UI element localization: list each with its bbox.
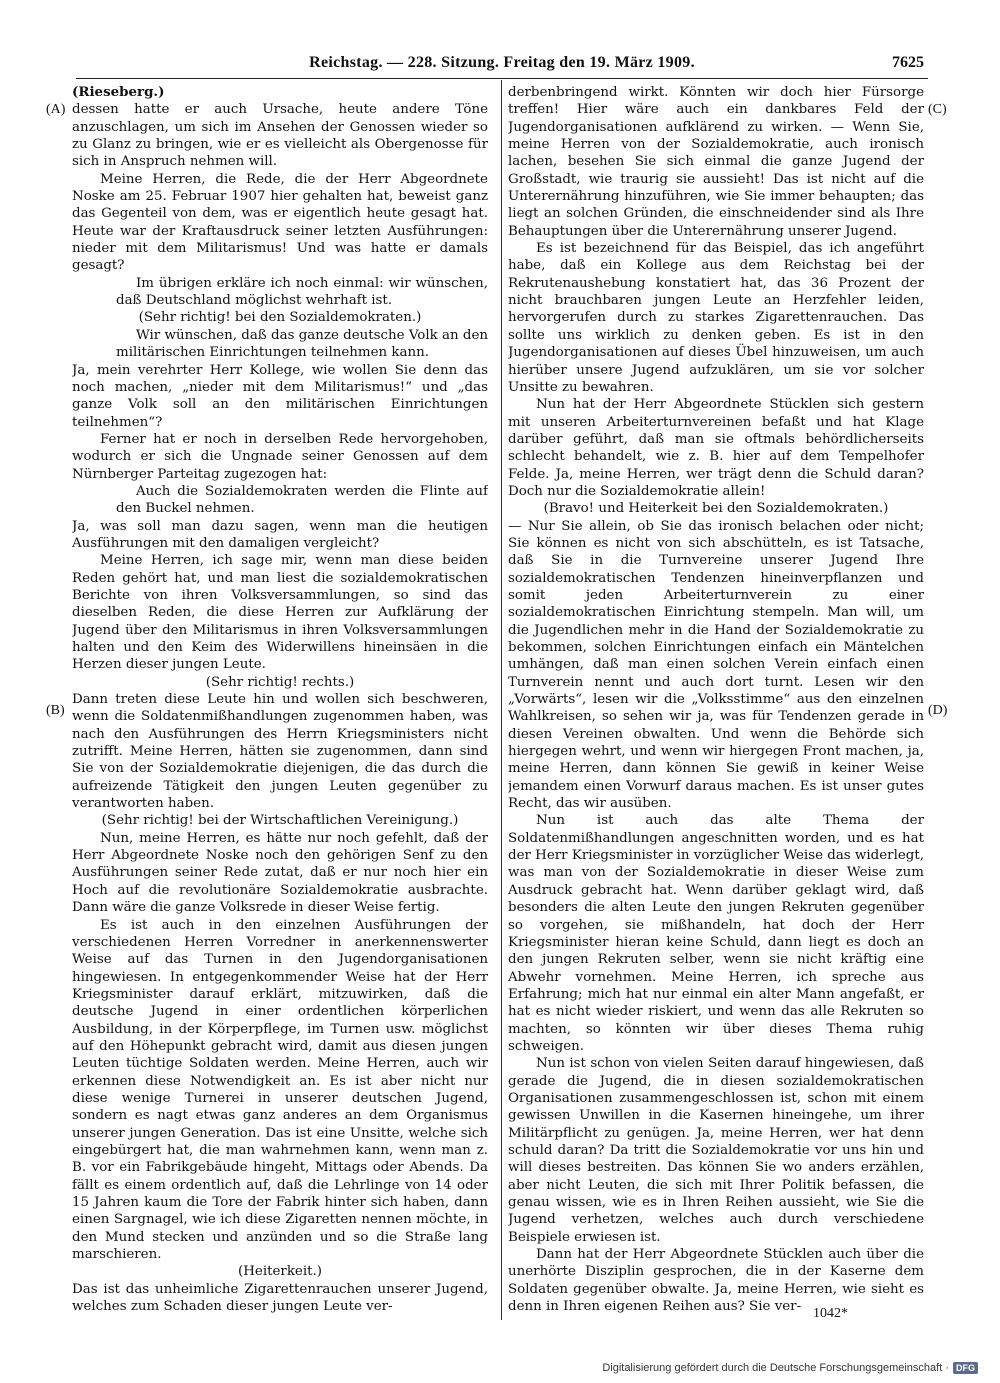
paragraph: Es ist bezeichnend für das Beispiel, das ich angeführt habe, daß ein Kollege aus dem Reichstag bei der Rekrutenaushebung konstatiert hat, das 36 Prozent der nicht brauchbaren jungen Leute an Herzfehler leiden, hervorgerufen durch zu starkes Zigarettenrauchen. Das sollte uns wirklich zu denken geben. Es ist in den Jugendorganisationen auf dieses Übel hinzuweisen, um auch hierüber unsere Jugend aufzuklären, um sie vor solcher Unsitte zu bewahren. (508, 241, 924, 395)
header-rule (76, 78, 928, 79)
header-title: Reichstag. — 228. Sitzung. Freitag den 19. März 1909. (309, 54, 695, 71)
interjection: (Sehr richtig! rechts.) (205, 674, 355, 690)
paragraph: Ja, mein verehrter Herr Kollege, wie wollen Sie denn das noch machen, „nieder mit dem Militarismus!“ und „das ganze Volk soll an den militärischen Einrichtungen teilnehmen“? (72, 362, 488, 430)
paragraph: dessen hatte er auch Ursache, heute andere Töne anzuschlagen, um sich im Ansehen der Genossen wieder so zu Glanz zu bringen, wie er es vielleicht als Obergenosse für sich in Anspruch nehmen will. (72, 102, 488, 170)
signature-mark: 1042* (813, 1306, 848, 1321)
page-header (76, 52, 928, 76)
interjection: (Heiterkeit.) (238, 1264, 322, 1280)
paragraph: Nun ist schon von vielen Seiten darauf hingewiesen, daß gerade die Jugend, die in diesen sozialdemokratischen Organisationen zusammengeschlossen ist, schon mit einem gewissen Unwillen in die Kasernen hineingehe, um ihrer Militärpflicht zu genügen. Ja, meine Herren, wer hat denn schuld daran? Da tritt die Sozialdemokratie vor uns hin und will dieses bestreiten. Das können Sie wo anders erzählen, aber nicht Leuten, die sich mit Ihrer Politik befassen, die genau wissen, wie es in Ihren Reihen aussieht, wie Sie die Jugend verhetzen, welches auch durch verschiedene Beispiele erwiesen ist. (508, 1056, 924, 1245)
dfg-logo: DFG (953, 1362, 978, 1374)
margin-marker-d: (D) (928, 703, 948, 718)
paragraph: Dann treten diese Leute hin und wollen sich beschweren, wenn die Soldatenmißhandlungen zugenommen haben, was nach den Ausführungen des Herrn Kriegsministers nicht zutrifft. Meine Herren, hätten sie zugenommen, dann sind Sie von der Sozialdemokratie diejenigen, die das durch die aufreizende Tätigkeit den jungen Leuten gegenüber zu verantworten haben. (72, 692, 488, 812)
paragraph: Meine Herren, die Rede, die der Herr Abgeordnete Noske am 25. Februar 1907 hier gehalten hat, beweist ganz das Gegenteil von dem, was er eigentlich heute gesagt hat. Heute war der Kraftausdruck seiner letzten Ausführungen: nieder mit dem Militarismus! Und was hatte er damals gesagt? (72, 171, 488, 274)
margin-marker-c: (C) (928, 102, 947, 117)
paragraph: Ferner hat er noch in derselben Rede hervorgehoben, wodurch er sich die Ungnade seiner Genossen auf dem Nürnberger Parteitag zugezogen hat: (72, 431, 488, 482)
footer-credit (602, 1362, 978, 1374)
paragraph: Nun hat der Herr Abgeordnete Stücklen sich gestern mit unseren Arbeiterturnvereinen befaßt und hat Klage darüber geführt, daß man sie oftmals behördlicherseits schlecht behandelt, wie z. B. hier auf dem Tempelhofer Felde. Ja, meine Herren, wer trägt denn die Schuld daran? Doch nur die Sozialdemokratie allein! (508, 397, 924, 499)
interjection: (Sehr richtig! bei der Wirtschaftlichen Vereinigung.) (101, 813, 459, 829)
paragraph: Das ist das unheimliche Zigarettenrauchen unserer Jugend, welches zum Schaden dieser jungen Leute ver- (72, 1281, 488, 1315)
margin-marker-a: (A) (46, 102, 66, 117)
paragraph: Nun, meine Herren, es hätte nur noch gefehlt, daß der Herr Abgeordnete Noske noch den gehörigen Senf zu den Ausführungen seiner Rede zutat, daß er nur noch hier ein Hoch auf die revolutionäre Sozialdemokratie ausbrachte. Dann wäre die ganze Volksrede in dieser Weise fertig. (72, 830, 488, 916)
left-column (72, 84, 488, 1324)
paragraph: Nun ist auch das alte Thema der Soldatenmißhandlungen angeschnitten worden, und es hat der Herr Kriegsminister in vorzüglicher Weise das widerlegt, was man von der Sozialdemokratie in dieser Weise zum Ausdruck gebracht hat. Wenn darüber geklagt wird, daß besonders die alten Leute den jungen Rekruten gegenüber so vorgehen, sie mißhandeln, hat doch der Herr Kriegsminister hieran keine Schuld, dann liegt es doch an den jungen Rekruten selber, wenn sie nicht kräftig eine Abwehr vornehmen. Meine Herren, ich spreche aus Erfahrung; mich hat nur einmal ein alter Mann angefaßt, er hat es nicht wieder riskiert, und wenn das alle Rekruten so machten, so könnten wir über dieses Thema ruhig schweigen. (508, 813, 924, 1054)
margin-marker-b: (B) (46, 703, 65, 718)
right-column (508, 84, 924, 1324)
quotation: Wir wünschen, daß das ganze deutsche Volk an den militärischen Einrichtungen teilnehmen kann. (116, 327, 488, 361)
paragraph: Ja, was soll man dazu sagen, wenn man die heutigen Ausführungen mit den damaligen vergleicht? (72, 518, 488, 551)
paragraph: Dann hat der Herr Abgeordnete Stücklen auch über die unerhörte Disziplin gesprochen, die in der Kaserne dem Soldaten gegenüber obwalte. Ja, meine Herren, wie sieht es denn in Ihren eigenen Reihen aus? Sie ver- (508, 1247, 924, 1315)
interjection: (Bravo! und Heiterkeit bei den Sozialdemokraten.) (543, 501, 889, 517)
paragraph: — Nur Sie allein, ob Sie das ironisch belachen oder nicht; Sie können es nicht von sich abschütteln, es ist Tatsache, daß Sie in die Turnvereine unserer Jugend Ihre sozialdemokratischen Tendenzen hineinverpflanzen und somit jeden Arbeiterturnverein zu einer sozialdemokratischen Einrichtung stempeln. Man will, um die Jugendlichen mehr in die Hand der Sozialdemokratie zu bekommen, solchen Einrichtungen einfach ein Mäntelchen umhängen, daß man einen solchen Verein einfach einen Turnverein nennt und auch dort turnt. Lesen wir den „Vorwärts“, lesen wir die „Volksstimme“ aus den einzelnen Wahlkreisen, so sehen wir ja, was für Tendenzen gerade in diesen Vereinen obwalten. Und wenn die Behörde sich hiergegen wehrt, und wenn wir hiergegen Front machen, ja, meine Herren, dann können Sie gewiß in keiner Weise jemandem einen Vorwurf daraus machen. Es ist unser gutes Recht, das wir ausüben. (508, 518, 924, 812)
paragraph: Meine Herren, ich sage mir, wenn man diese beiden Reden gehört hat, und man liest die sozialdemokratischen Berichte von ihren Volksversammlungen, so sind das dieselben Reden, die diese Herren zur Aufklärung der Jugend über den Militarismus in ihren Volksversammlungen halten und den Keim des Widerwillens hineinsäen in die Herzen dieser jungen Leute. (72, 553, 488, 673)
quotation: Im übrigen erkläre ich noch einmal: wir wünschen, daß Deutschland möglichst wehrhaft ist. (116, 275, 488, 309)
column-separator (501, 80, 502, 1320)
speaker-name: (Rieseberg.) (72, 84, 165, 100)
paragraph: Es ist auch in den einzelnen Ausführungen der verschiedenen Herren Vorredner in anerkennenswerter Weise auf das Turnen in den Jugendorganisationen hingewiesen. In entgegenkommender Weise hat der Herr Kriegsminister darauf erklärt, mitzuwirken, daß die deutsche Jugend in einer ordentlichen körperlichen Ausbildung, in der Körperpflege, im Turnen usw. möglichst auf den Höhepunkt gebracht wird, damit aus diesen jungen Leuten tüchtige Soldaten werden. Meine Herren, auch wir erkennen diese Notwendigkeit an. Es ist aber nicht nur diese wenige Turnerei in unserer deutschen Jugend, sondern es nagt etwas ganz anderes an dem Organismus unserer jungen Generation. Das ist eine Unsitte, welche sich eingebürgert hat, die man wahrnehmen kann, wenn man z. B. vor ein Fabrikgebäude hingeht, Mittags oder Abends. Da fällt es einem ordentlich auf, daß die Lehrlinge von 14 oder 15 Jahren kaum die Tore der Fabrik hinter sich haben, dann einen Sargnagel, wie ich diese Zigaretten nennen möchte, in den Mund stecken und anzünden und so die Straße lang marschieren. (72, 917, 488, 1263)
footer-text: Digitalisierung gefördert durch die Deutsche Forschungsgemeinschaft · (602, 1362, 949, 1374)
quotation: Auch die Sozialdemokraten werden die Flinte auf den Buckel nehmen. (116, 483, 488, 517)
paragraph: derbenbringend wirkt. Könnten wir doch hier Fürsorge treffen! Hier wäre auch ein dankbares Feld der Jugendorganisationen aufklärend zu wirken. — Wenn Sie, meine Herren von der Sozialdemokratie, auch ironisch lachen, besehen Sie sich einmal die ganze Jugend der Großstadt, wie traurig sie aussieht! Das ist nicht auf die Unterernährung hinzuführen, wie Sie immer behaupten; das liegt an solchen Gründen, die einschneidender sind als Ihre Behauptungen über die Unterernährung unserer Jugend. (508, 85, 924, 239)
page-number: 7625 (892, 54, 924, 71)
interjection: (Sehr richtig! bei den Sozialdemokraten.) (138, 310, 422, 326)
